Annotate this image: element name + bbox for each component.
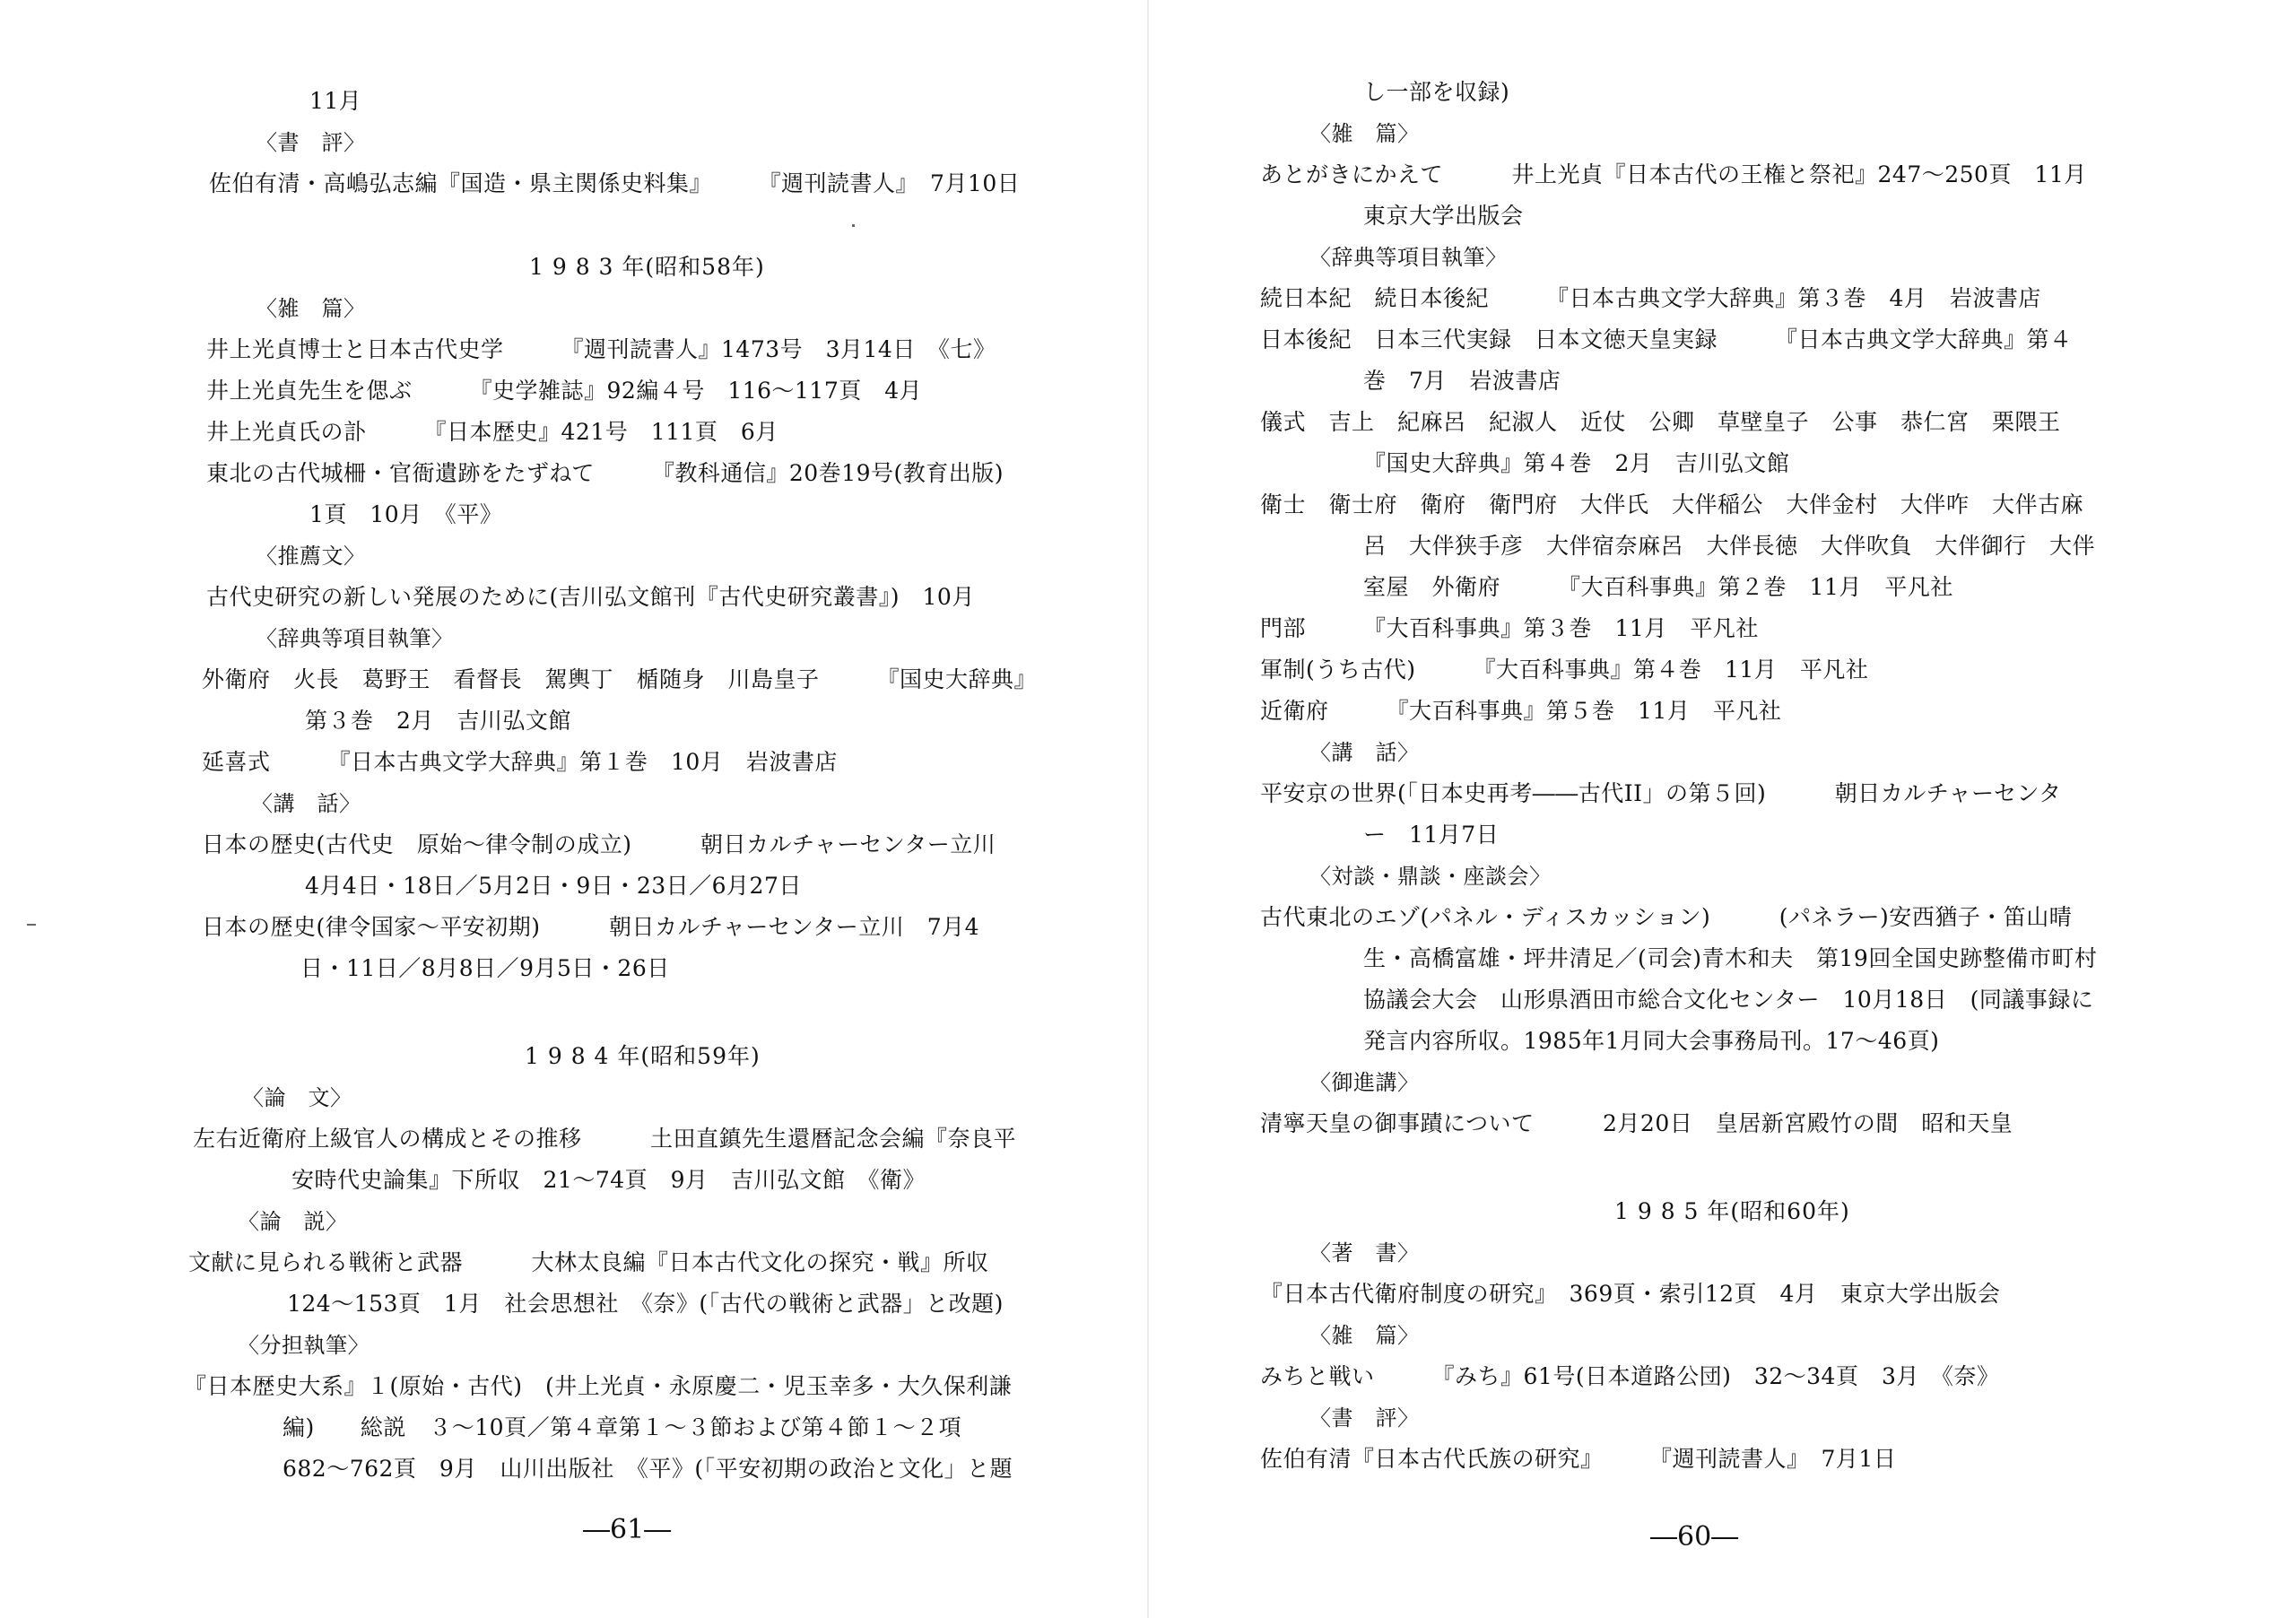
- section-heading: 〈対談・鼎談・座談会〉: [1309, 864, 1552, 889]
- text-line: 682～762頁 9月 山川出版社 《平》(「平安初期の政治と文化」と題: [283, 1456, 1013, 1482]
- text-line: みちと戦い 『みち』61号(日本道路公団) 32～34頁 3月 《奈》: [1260, 1363, 2000, 1389]
- text-line: 1頁 10月 《平》: [309, 501, 503, 527]
- text-line: 儀式 吉上 紀麻呂 紀淑人 近仗 公卿 草壁皇子 公事 恭仁宮 栗隈王: [1260, 409, 2061, 435]
- section-heading: 〈論 文〉: [242, 1085, 352, 1110]
- text-line: 文献に見られる戦術と武器 大林太良編『日本古代文化の探究・戦』所収: [188, 1249, 989, 1275]
- section-heading: 〈辞典等項目執筆〉: [256, 626, 454, 651]
- text-line: 続日本紀 続日本後紀 『日本古典文学大辞典』第３巻 4月 岩波書店: [1260, 285, 2041, 311]
- text-line: 発言内容所収。1985年1月同大会事務局刊。17～46頁): [1363, 1028, 1940, 1054]
- text-line: 延喜式 『日本古典文学大辞典』第１巻 10月 岩波書店: [202, 749, 838, 775]
- text-line: 日本後紀 日本三代実録 日本文徳天皇実録 『日本古典文学大辞典』第４: [1260, 326, 2073, 352]
- text-line: 生・高橋富雄・坪井清足／(司会)青木和夫 第19回全国史跡整備市町村: [1363, 945, 2098, 971]
- section-heading: 〈分担執筆〉: [238, 1333, 370, 1358]
- text-line: ー 11月7日: [1363, 822, 1500, 848]
- section-heading: 〈論 説〉: [238, 1209, 348, 1234]
- text-line: 室屋 外衛府 『大百科事典』第２巻 11月 平凡社: [1363, 574, 1953, 600]
- text-line: し一部を収録): [1363, 79, 1510, 105]
- page-number: ―61―: [583, 1514, 672, 1545]
- text-line: 近衛府 『大百科事典』第５巻 11月 平凡社: [1260, 698, 1782, 724]
- section-heading: 〈雑 篇〉: [1309, 1323, 1420, 1348]
- text-line: 11月: [309, 88, 362, 114]
- year-heading: 1 9 8 5 年(昭和60年): [1614, 1198, 1850, 1224]
- text-line: 日・11日／8月8日／9月5日・26日: [300, 955, 670, 981]
- text-line: 東京大学出版会: [1363, 203, 1524, 229]
- text-line: 井上光貞博士と日本古代史学 『週刊読書人』1473号 3月14日 《七》: [206, 336, 996, 362]
- text-line: 『日本歴史大系』１(原始・古代) (井上光貞・永原慶二・児玉幸多・大久保利謙: [184, 1373, 1013, 1399]
- year-heading: 1 9 8 3 年(昭和58年): [529, 254, 765, 280]
- text-line: 東北の古代城柵・官衙遺跡をたずねて 『教科通信』20巻19号(教育出版): [206, 460, 1004, 486]
- text-line: 4月4日・18日／5月2日・9日・23日／6月27日: [305, 873, 802, 899]
- text-line: 安時代史論集』下所収 21～74頁 9月 吉川弘文館 《衛》: [291, 1167, 926, 1193]
- section-heading: 〈雑 篇〉: [256, 296, 366, 321]
- text-line: 軍制(うち古代) 『大百科事典』第４巻 11月 平凡社: [1260, 657, 1869, 683]
- text-line: 外衛府 火長 葛野王 看督長 駕輿丁 楯随身 川島皇子 『国史大辞典』: [202, 666, 1038, 692]
- text-line: 佐伯有清『日本古代氏族の研究』 『週刊読書人』 7月1日: [1260, 1446, 1897, 1472]
- text-line: 呂 大伴狭手彦 大伴宿奈麻呂 大伴長徳 大伴吹負 大伴御行 大伴: [1363, 533, 2096, 559]
- text-line: 古代史研究の新しい発展のために(吉川弘文館刊『古代史研究叢書』) 10月: [206, 584, 975, 610]
- text-line: 124～153頁 1月 社会思想社 《奈》(「古代の戦術と武器」と改題): [287, 1291, 1004, 1317]
- text-line: 衛士 衛士府 衛府 衛門府 大伴氏 大伴稲公 大伴金村 大伴咋 大伴古麻: [1260, 491, 2084, 518]
- section-heading: 〈推薦文〉: [256, 544, 366, 569]
- right-page: [1148, 0, 2296, 1618]
- text-line: 清寧天皇の御事蹟について 2月20日 皇居新宮殿竹の間 昭和天皇: [1260, 1110, 2013, 1136]
- text-line: 古代東北のエゾ(パネル・ディスカッション) (パネラー)安西猶子・笛山晴: [1260, 904, 2073, 930]
- text-line: 第３巻 2月 吉川弘文館: [305, 708, 571, 734]
- text-line: あとがきにかえて 井上光貞『日本古代の王権と祭祀』247～250頁 11月: [1260, 161, 2087, 187]
- text-line: 佐伯有清・高嶋弘志編『国造・県主関係史料集』 『週刊読書人』 7月10日: [209, 170, 1021, 196]
- section-heading: 〈講 話〉: [1309, 740, 1420, 765]
- scan-speck: [27, 924, 36, 926]
- text-line: 日本の歴史(古代史 原始～律令制の成立) 朝日カルチャーセンター立川: [202, 831, 996, 857]
- text-line: 平安京の世界(「日本史再考――古代II」の第５回) 朝日カルチャーセンタ: [1260, 780, 2062, 806]
- text-line: 『日本古代衛府制度の研究』 369頁・索引12頁 4月 東京大学出版会: [1260, 1281, 2001, 1307]
- text-line: 協議会大会 山形県酒田市総合文化センター 10月18日 (同議事録に: [1363, 987, 2094, 1013]
- year-heading: 1 9 8 4 年(昭和59年): [525, 1043, 761, 1069]
- text-line: 日本の歴史(律令国家～平安初期) 朝日カルチャーセンター立川 7月4: [202, 914, 980, 940]
- page-number: ―60―: [1650, 1521, 1739, 1553]
- scan-speck: [852, 224, 855, 227]
- section-heading: 〈御進講〉: [1309, 1070, 1420, 1095]
- section-heading: 〈書 評〉: [1309, 1405, 1420, 1431]
- section-heading: 〈書 評〉: [256, 130, 366, 155]
- text-line: 左右近衛府上級官人の構成とその推移 土田直鎮先生還暦記念会編『奈良平: [193, 1126, 1017, 1152]
- section-heading: 〈講 話〉: [251, 791, 361, 816]
- section-heading: 〈著 書〉: [1309, 1240, 1420, 1266]
- text-line: 編) 総説 ３～10頁／第４章第１～３節および第４節１～２項: [283, 1414, 962, 1440]
- text-line: 巻 7月 岩波書店: [1363, 368, 1561, 394]
- text-line: 『国史大辞典』第４巻 2月 吉川弘文館: [1363, 450, 1790, 476]
- text-line: 井上光貞先生を偲ぶ 『史学雑誌』92編４号 116～117頁 4月: [206, 378, 923, 404]
- section-heading: 〈辞典等項目執筆〉: [1309, 245, 1508, 270]
- text-line: 門部 『大百科事典』第３巻 11月 平凡社: [1260, 615, 1759, 641]
- section-heading: 〈雑 篇〉: [1309, 121, 1420, 146]
- text-line: 井上光貞氏の訃 『日本歴史』421号 111頁 6月: [206, 419, 778, 445]
